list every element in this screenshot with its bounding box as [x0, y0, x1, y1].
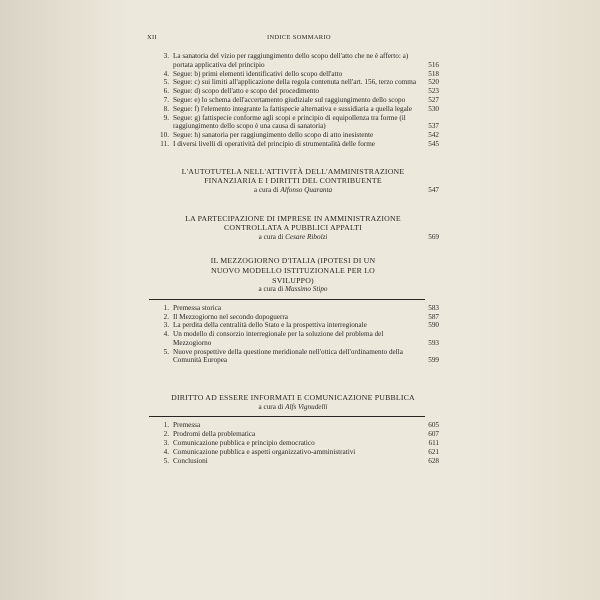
editor-prefix: a cura di: [258, 285, 284, 294]
entry-page: 518: [428, 69, 439, 78]
entry-page: 583: [428, 303, 439, 312]
editor-name: Cesare Ribolzi: [285, 232, 328, 241]
book-edge-right: [474, 0, 600, 600]
toc-entry: [147, 348, 439, 366]
entry-page: 523: [428, 87, 439, 96]
entry-number: 4.: [163, 447, 169, 456]
entry-page: 516: [428, 60, 439, 69]
section-editor-line: [147, 233, 439, 243]
toc-entry: [147, 321, 439, 330]
entry-number: 11.: [160, 139, 169, 148]
entry-title: Comunicazione pubblica e principio democratico: [173, 439, 315, 448]
section-title: DIRITTO AD ESSERE INFORMATI E COMUNICAZIONE PUBBLICA: [171, 393, 415, 403]
toc-entry: [147, 330, 439, 348]
section-heading: [147, 393, 439, 412]
entry-page: 593: [428, 338, 439, 347]
entry-title: Nuove prospettive della questione meridionale nell'ottica dell'ordinamento della Comunità Europea: [173, 347, 403, 365]
section-heading: [147, 256, 439, 294]
section-title: IL MEZZOGIORNO D'ITALIA (IPOTESI DI UN NUOVO MODELLO ISTITUZIONALE PER LO SVILUPPO): [210, 256, 376, 285]
entry-title: Premessa storica: [173, 303, 222, 312]
entry-title: La sanatoria del vizio per raggiungimento dello scopo dell'atto che ne è afferto: a) portata applicativa del principio: [173, 52, 409, 69]
toc-entry: [147, 140, 439, 149]
page-number: XII: [147, 34, 157, 41]
entry-page: 628: [428, 456, 439, 465]
toc-entry: [147, 439, 439, 448]
section-editor-line: [147, 285, 439, 295]
entry-number: 3.: [163, 439, 169, 448]
table-of-contents: [147, 52, 439, 465]
toc-entry: [147, 131, 439, 140]
running-title: INDICE SOMMARIO: [267, 34, 331, 41]
editor-prefix: a cura di: [258, 232, 284, 241]
toc-entry: [147, 421, 439, 430]
entry-title: Segue: d) scopo dell'atto e scopo del procedimento: [173, 87, 320, 96]
toc-entry: [147, 105, 439, 114]
entry-number: 3.: [163, 321, 169, 330]
book-gutter-left: [0, 0, 128, 600]
editor-name: Alfs Vignudelli: [285, 402, 328, 411]
entry-page: 537: [428, 122, 439, 131]
section-list: [147, 304, 439, 366]
toc-entry: [147, 448, 439, 457]
entry-number: 4.: [163, 330, 169, 339]
entry-title: Comunicazione pubblica e aspetti organizzativo-amministrativi: [173, 447, 356, 456]
divider-rule: [149, 299, 425, 300]
entry-page: 587: [428, 312, 439, 321]
entry-title: Un modello di consorzio interregionale per la soluzione del problema del Mezzogiorno: [173, 330, 384, 347]
entry-page: 542: [428, 131, 439, 140]
section-editor-line: [147, 403, 439, 413]
entry-page: 605: [428, 421, 439, 430]
entry-title: Premessa: [173, 421, 201, 430]
entry-page: 530: [428, 104, 439, 113]
section-title: L'AUTOTUTELA NELL'ATTIVITÀ DELL'AMMINISTRAZIONE FINANZIARIA E I DIRITTI DEL CONTRIBUENTE: [181, 166, 405, 186]
toc-entry: [147, 87, 439, 96]
toc-entry: [147, 114, 439, 132]
section-editor-line: [147, 186, 439, 196]
entry-title: Segue: c) sui limiti all'applicazione della regola contenuta nell'art. 156, terzo comma: [173, 78, 417, 87]
toc-entry: [147, 78, 439, 87]
toc-entry: [147, 430, 439, 439]
entry-number: 2.: [163, 312, 169, 321]
section-heading: [147, 214, 439, 243]
section-title: LA PARTECIPAZIONE DI IMPRESE IN AMMINISTRAZIONE CONTROLLATA A PUBBLICI APPALTI: [185, 213, 401, 233]
editor-name: Alfonso Quaranta: [280, 185, 333, 194]
section-list: [147, 52, 439, 149]
entry-title: Segue: f) l'elemento integrante la fattispecie alternativa e sussidiaria a quella legale: [173, 104, 412, 113]
entry-number: 5.: [163, 456, 169, 465]
entry-number: 8.: [163, 104, 169, 113]
editor-name: Massimo Stipo: [285, 285, 328, 294]
entry-title: La perdita della centralità dello Stato e la prospettiva interregionale: [173, 321, 367, 330]
entry-number: 4.: [163, 69, 169, 78]
entry-title: Segue: e) lo schema dell'accertamento giudiziale sul raggiungimento dello scopo: [173, 95, 406, 104]
toc-entry: [147, 457, 439, 466]
entry-number: 2.: [163, 430, 169, 439]
entry-number: 5.: [163, 78, 169, 87]
editor-prefix: a cura di: [253, 185, 279, 194]
section-heading: [147, 167, 439, 196]
entry-title: Prodromi della problematica: [173, 430, 256, 439]
entry-number: 9.: [163, 113, 169, 122]
editor-prefix: a cura di: [258, 402, 284, 411]
toc-entry: [147, 304, 439, 313]
entry-page: 599: [428, 356, 439, 365]
entry-page: 607: [428, 430, 439, 439]
toc-entry: [147, 313, 439, 322]
entry-title: Il Mezzogiorno nel secondo dopoguerra: [173, 312, 288, 321]
entry-title: Segue: b) primi elementi identificativi dello scopo dell'atto: [173, 69, 343, 78]
entry-number: 7.: [163, 95, 169, 104]
entry-number: 1.: [163, 421, 169, 430]
running-header: [147, 34, 443, 44]
entry-title: Segue: h) sanatoria per raggiungimento dello scopo di atto inesistente: [173, 131, 374, 140]
entry-number: 1.: [163, 303, 169, 312]
entry-title: Conclusioni: [173, 456, 208, 465]
section-list: [147, 421, 439, 465]
entry-page: 611: [428, 439, 439, 448]
entry-page: 527: [428, 95, 439, 104]
section-page: 569: [428, 232, 439, 241]
entry-title: Segue: g) fattispecie conforme agli scopi e principio di equipollenza tra forme (il raggiungimento dello scopo è una causa di sanatoria): [173, 113, 406, 131]
entry-number: 6.: [163, 87, 169, 96]
entry-page: 621: [428, 447, 439, 456]
entry-title: I diversi livelli di operatività del principio di strumentalità delle forme: [173, 139, 375, 148]
entry-page: 545: [428, 139, 439, 148]
toc-entry: [147, 96, 439, 105]
entry-number: 5.: [163, 347, 169, 356]
toc-entry: [147, 70, 439, 79]
divider-rule: [149, 416, 425, 417]
section-page: 547: [428, 185, 439, 194]
entry-page: 520: [428, 78, 439, 87]
entry-number: 3.: [163, 52, 169, 60]
entry-number: 10.: [160, 131, 169, 140]
entry-page: 590: [428, 321, 439, 330]
toc-entry: [147, 52, 439, 70]
